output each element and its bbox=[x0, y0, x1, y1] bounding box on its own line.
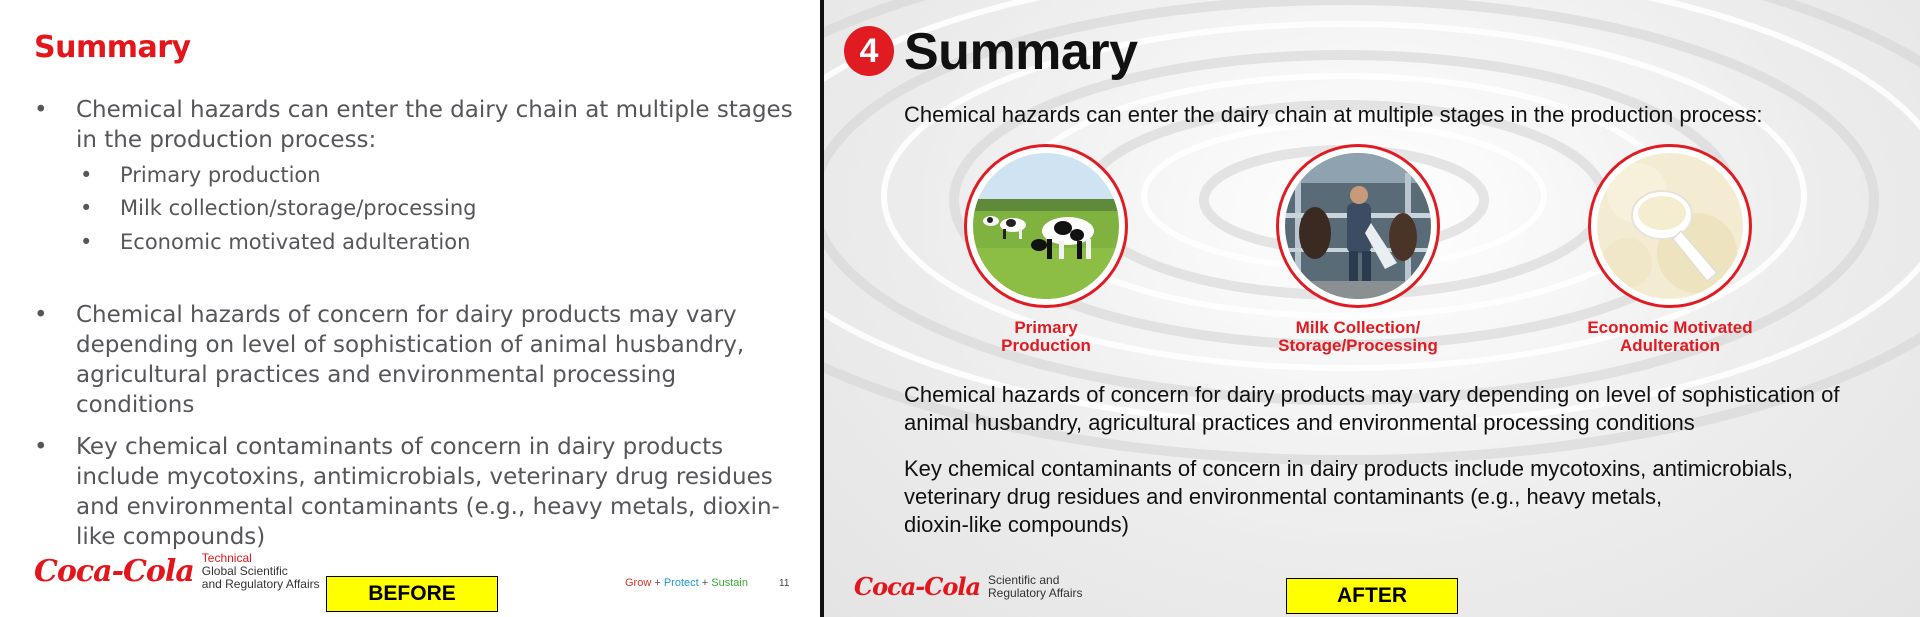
logo-tag-line-2: Global Scientific bbox=[201, 563, 288, 578]
before-subbullet-2 bbox=[80, 194, 680, 222]
bullet-dot-icon: • bbox=[34, 434, 48, 460]
stage-circle-milk-collection bbox=[1276, 144, 1440, 308]
stage-circle-primary-production bbox=[964, 144, 1128, 308]
grow-protect-sustain-slogan bbox=[625, 577, 748, 589]
stage-caption-milk-collection bbox=[1248, 319, 1468, 355]
stage-caption-primary-production bbox=[936, 319, 1156, 355]
after-slide bbox=[824, 0, 1920, 617]
before-bullet-1-text: Chemical hazards can enter the dairy chain at multiple stages in the production process: bbox=[76, 97, 793, 153]
bullet-dot-icon: • bbox=[34, 302, 48, 328]
stage-caption-line-1: Milk Collection/ bbox=[1295, 318, 1421, 337]
after-label: AFTER bbox=[1286, 578, 1458, 614]
paragraph-1-line-2: animal husbandry, agricultural practices and environmental processing conditions bbox=[904, 410, 1695, 435]
logo-tagline bbox=[988, 574, 1083, 600]
paragraph-1-line-1: Chemical hazards of concern for dairy products may vary depending on level of sophistication of bbox=[904, 382, 1840, 407]
before-subbullet-1 bbox=[80, 161, 680, 189]
coca-cola-script-logo: Coca-Cola bbox=[854, 572, 981, 601]
slogan-grow: Grow bbox=[625, 577, 652, 589]
paragraph-2-line-2: veterinary drug residues and environmental contaminants (e.g., heavy metals, bbox=[904, 484, 1663, 509]
milking-parlor-photo-icon bbox=[1285, 153, 1431, 299]
stage-caption-line-1: Primary bbox=[1014, 318, 1078, 337]
before-title: Summary bbox=[34, 30, 191, 65]
paragraph-2-line-1: Key chemical contaminants of concern in dairy products include mycotoxins, antimicrobials, bbox=[904, 456, 1793, 481]
stage-caption-adulteration bbox=[1560, 319, 1780, 355]
before-subbullet-1-text: Primary production bbox=[120, 163, 321, 187]
slogan-sustain: Sustain bbox=[711, 577, 748, 589]
slogan-protect: Protect bbox=[663, 577, 699, 589]
coca-cola-logo bbox=[854, 572, 1083, 601]
before-label: BEFORE bbox=[326, 576, 498, 612]
logo-tag-line-2: Regulatory Affairs bbox=[988, 585, 1083, 600]
slogan-plus: + bbox=[701, 577, 709, 589]
section-number-badge: 4 bbox=[844, 26, 894, 76]
page-number: 11 bbox=[779, 578, 790, 589]
bullet-dot-icon: • bbox=[80, 196, 93, 220]
logo-tag-line-1: Technical bbox=[201, 550, 252, 565]
before-bullet-1 bbox=[34, 95, 794, 155]
paragraph-2-line-3: dioxin-like compounds) bbox=[904, 512, 1129, 537]
before-slide bbox=[0, 0, 820, 617]
slogan-plus: + bbox=[654, 577, 661, 589]
stage-caption-line-2: Storage/Processing bbox=[1278, 336, 1438, 355]
stage-caption-line-2: Adulteration bbox=[1619, 336, 1721, 355]
logo-tagline bbox=[202, 552, 320, 591]
before-subbullet-2-text: Milk collection/storage/processing bbox=[120, 196, 477, 220]
bullet-dot-icon: • bbox=[80, 163, 93, 187]
milk-powder-scoop-photo-icon bbox=[1597, 153, 1743, 299]
after-paragraph-1 bbox=[904, 381, 1904, 437]
before-bullet-2 bbox=[34, 300, 794, 420]
before-bullet-2-text: Chemical hazards of concern for dairy products may vary depending on level of sophistication of animal husbandry, agricultural practices and environmental processing conditions bbox=[76, 302, 745, 418]
after-intro: Chemical hazards can enter the dairy chain at multiple stages in the production process: bbox=[904, 102, 1763, 127]
stage-caption-line-2: Production bbox=[1001, 336, 1091, 355]
stage-caption-line-1: Economic Motivated bbox=[1587, 318, 1753, 337]
bullet-dot-icon: • bbox=[80, 230, 93, 254]
before-bullet-3 bbox=[34, 432, 794, 552]
coca-cola-script-logo: Coca-Cola bbox=[34, 553, 194, 589]
coca-cola-logo bbox=[34, 548, 320, 594]
cow-grazing-photo-icon bbox=[973, 153, 1119, 299]
before-subbullet-3-text: Economic motivated adulteration bbox=[120, 230, 471, 254]
bullet-dot-icon: • bbox=[34, 97, 48, 123]
stage-circle-adulteration bbox=[1588, 144, 1752, 308]
before-bullet-3-text: Key chemical contaminants of concern in dairy products include mycotoxins, antimicrobials, veterinary drug residues and environmental contaminants (e.g., heavy metals, dioxin-like compounds) bbox=[76, 434, 780, 550]
logo-tag-line-3: and Regulatory Affairs bbox=[201, 576, 320, 591]
after-title: Summary bbox=[904, 23, 1138, 81]
before-subbullet-3 bbox=[80, 228, 680, 256]
logo-tag-line-1: Scientific and bbox=[988, 572, 1060, 587]
after-paragraph-2 bbox=[904, 455, 1904, 539]
